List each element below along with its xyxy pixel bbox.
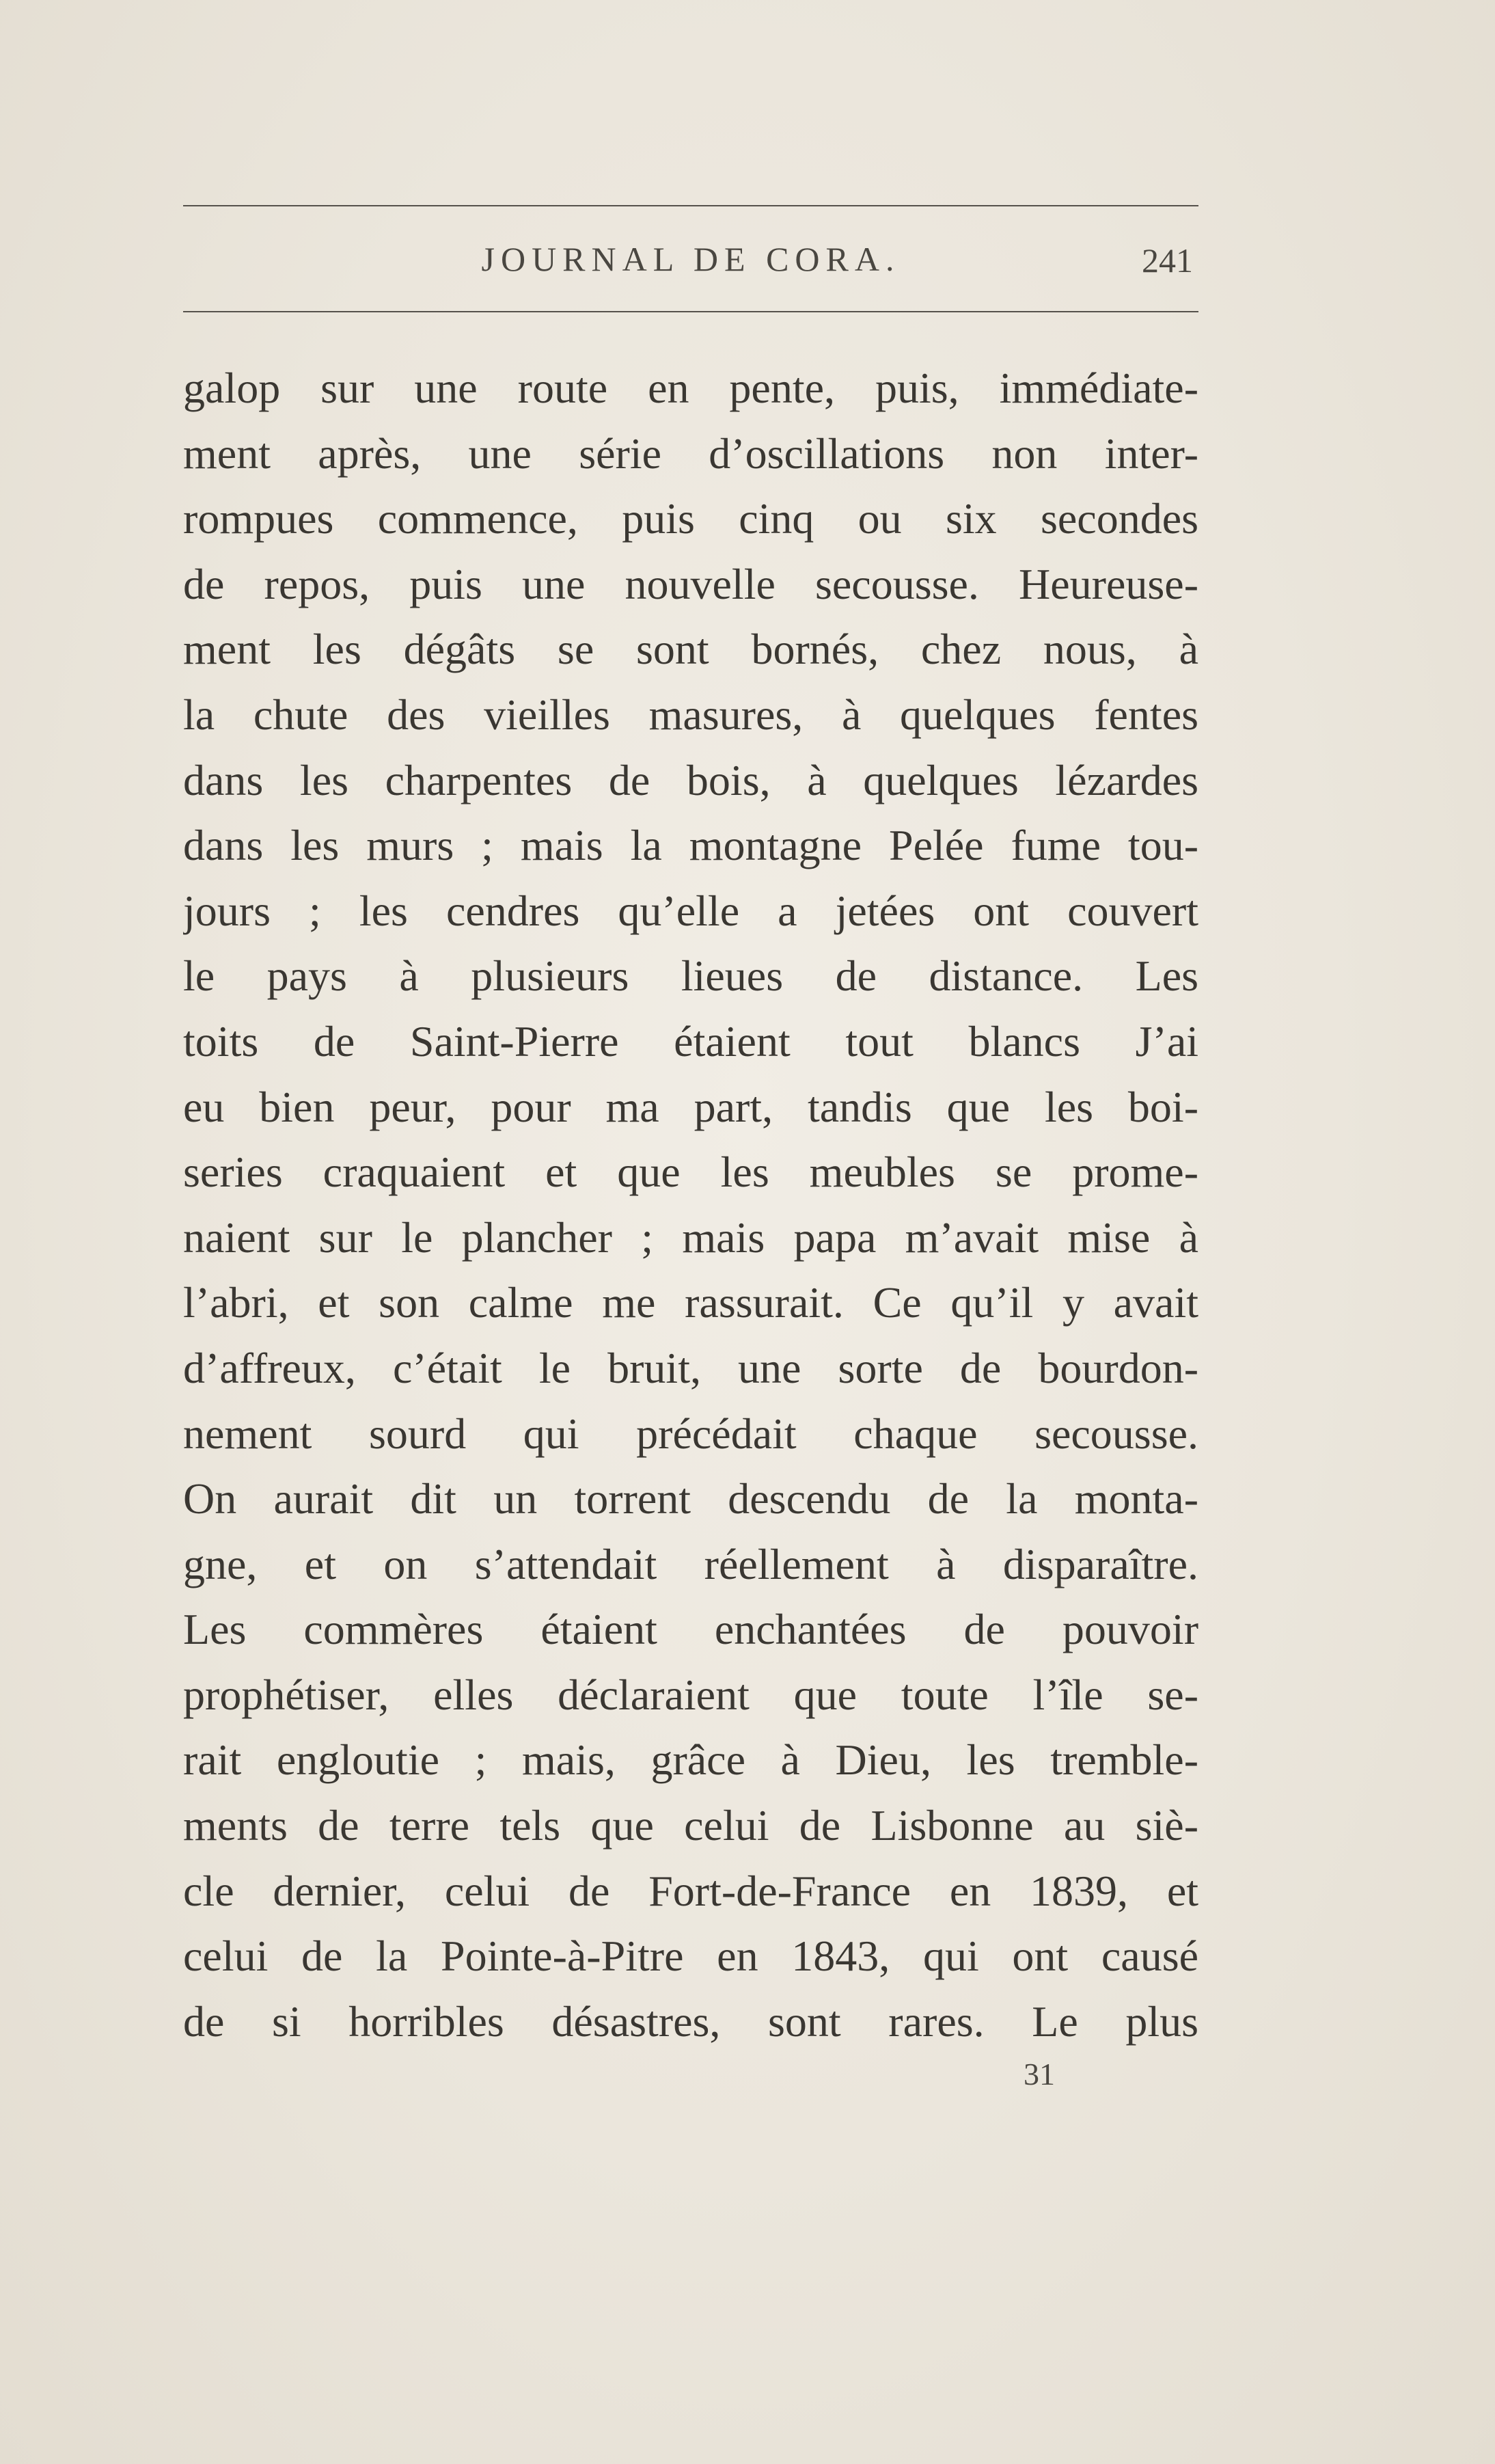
- text-line: dans les charpentes de bois, à quelques lézardes: [183, 755, 1198, 804]
- text-line: ments de terre tels que celui de Lisbonne au siè-: [183, 1801, 1198, 1850]
- text-line: toits de Saint-Pierre étaient tout blancs J’ai: [183, 1016, 1198, 1066]
- text-line: series craquaient et que les meubles se prome-: [183, 1148, 1198, 1197]
- text-line: nement sourd qui précédait chaque secousse.: [183, 1409, 1198, 1458]
- text-line: ment les dégâts se sont bornés, chez nous, à: [183, 625, 1198, 674]
- text-line: d’affreux, c’était le bruit, une sorte de bourdon-: [183, 1343, 1198, 1392]
- text-line: la chute des vieilles masures, à quelques fentes: [183, 690, 1198, 739]
- text-line: ment après, une série d’oscillations non inter-: [183, 429, 1198, 478]
- text-line: eu bien peur, pour ma part, tandis que les boi-: [183, 1082, 1198, 1131]
- text-line: celui de la Pointe-à-Pitre en 1843, qui ont causé: [183, 1932, 1198, 1981]
- text-line: On aurait dit un torrent descendu de la monta-: [183, 1474, 1198, 1524]
- page-number: 241: [1142, 241, 1193, 280]
- text-line: Les commères étaient enchantées de pouvoir: [183, 1605, 1198, 1654]
- header-top-rule: [183, 205, 1198, 206]
- text-line: gne, et on s’attendait réellement à disparaître.: [183, 1539, 1198, 1588]
- text-line: prophétiser, elles déclaraient que toute l’île se-: [183, 1670, 1198, 1719]
- text-line: rait engloutie ; mais, grâce à Dieu, les tremble-: [183, 1735, 1198, 1785]
- body-text: [183, 355, 1198, 2054]
- running-head: [183, 226, 1198, 294]
- text-line: rompues commence, puis cinq ou six secondes: [183, 494, 1198, 543]
- text-line: jours ; les cendres qu’elle a jetées ont couvert: [183, 886, 1198, 935]
- text-line: de repos, puis une nouvelle secousse. Heureuse-: [183, 559, 1198, 608]
- header-bottom-rule: [183, 311, 1198, 312]
- text-line: l’abri, et son calme me rassurait. Ce qu’il y avait: [183, 1278, 1198, 1327]
- text-line: dans les murs ; mais la montagne Pelée fume tou-: [183, 821, 1198, 870]
- text-line: naient sur le plancher ; mais papa m’avait mise à: [183, 1213, 1198, 1262]
- text-line: cle dernier, celui de Fort-de-France en 1839, et: [183, 1866, 1198, 1915]
- text-line: de si horribles désastres, sont rares. Le plus: [183, 1996, 1198, 2046]
- text-line: galop sur une route en pente, puis, immédiate-: [183, 364, 1198, 412]
- running-title: JOURNAL DE CORA.: [481, 240, 901, 278]
- signature-mark: 31: [1024, 2057, 1055, 2091]
- text-line: le pays à plusieurs lieues de distance. Les: [183, 951, 1198, 1001]
